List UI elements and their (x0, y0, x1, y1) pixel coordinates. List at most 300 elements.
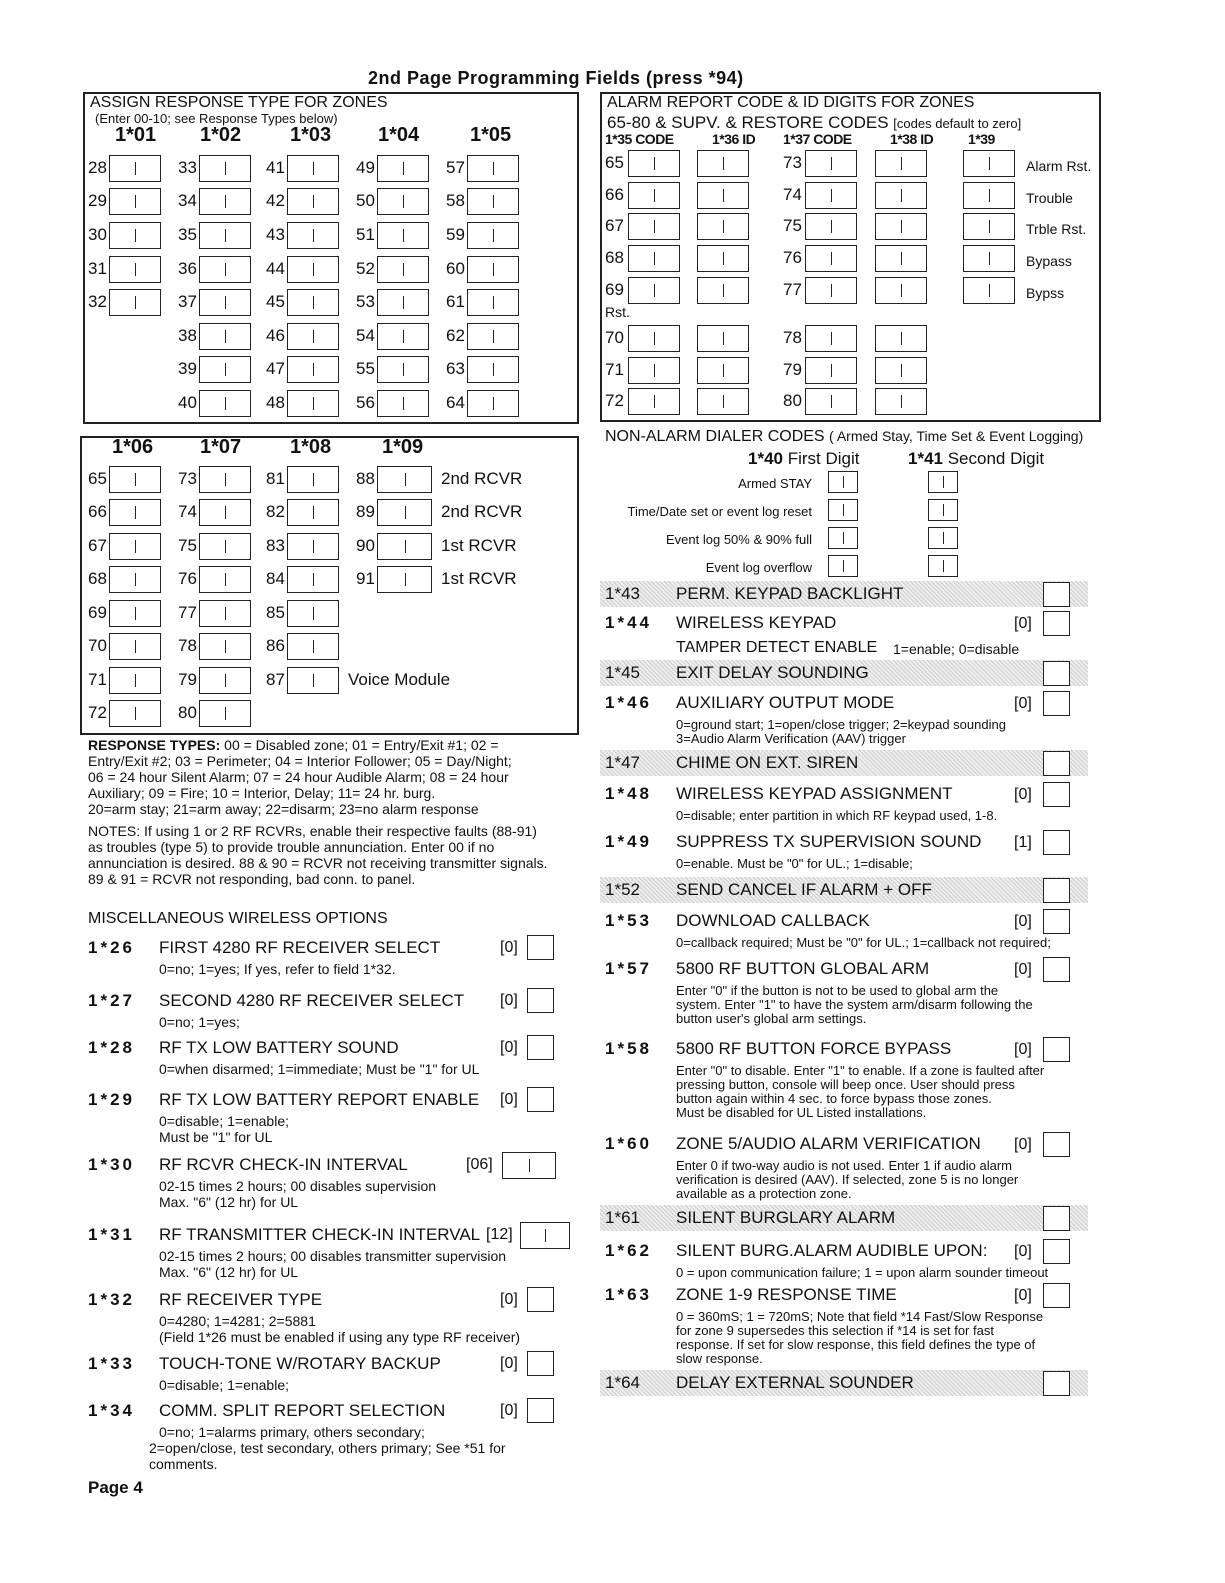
digit-entry-box[interactable] (199, 499, 251, 526)
dialer-row-label: Event log overflow (705, 560, 812, 575)
zone-number: 77 (783, 280, 802, 299)
digit-entry-box[interactable] (377, 356, 429, 383)
digit-entry-box[interactable] (697, 277, 749, 304)
option-entry-box[interactable] (1043, 661, 1070, 686)
zone-number: 77 (178, 603, 197, 622)
zone-number: 42 (266, 191, 285, 210)
option-description: pressing button, console will beep once. User should press (676, 1077, 1015, 1092)
digit-entry-box[interactable] (628, 357, 680, 384)
digit-entry-box[interactable] (963, 277, 1015, 304)
field-number: 1*33 (88, 1354, 135, 1373)
option-name: PERM. KEYPAD BACKLIGHT (676, 584, 904, 603)
digit-entry-box[interactable] (109, 466, 161, 493)
option-name: RF TX LOW BATTERY REPORT ENABLE (159, 1090, 480, 1109)
digit-entry-box[interactable] (287, 155, 339, 182)
option-entry-box[interactable] (1043, 1037, 1070, 1062)
option-name: ZONE 1-9 RESPONSE TIME (676, 1285, 897, 1304)
field-number: 1*28 (88, 1038, 135, 1057)
default-value: [1] (1014, 834, 1032, 851)
option-description: 0=disable; enter partition in which RF keypad used, 1-8. (676, 808, 998, 823)
option-description: button user's global arm settings. (676, 1011, 867, 1026)
digit-entry-box[interactable] (109, 188, 161, 215)
default-value: [0] (1014, 695, 1032, 712)
field-number: 1*46 (605, 693, 652, 712)
digit-entry-box[interactable] (520, 1222, 570, 1249)
digit-entry-box[interactable] (628, 150, 680, 177)
rst-label: Rst. (605, 304, 630, 320)
heading-text: NON-ALARM DIALER CODES (605, 428, 825, 445)
legend-label: RESPONSE TYPES: (88, 737, 221, 753)
option-entry-box[interactable] (1043, 751, 1070, 776)
option-name: WIRELESS KEYPAD ASSIGNMENT (676, 784, 953, 803)
digit-entry-box[interactable] (628, 182, 680, 209)
zone-number: 34 (178, 191, 197, 210)
option-name: SECOND 4280 RF RECEIVER SELECT (159, 991, 465, 1010)
digit-entry-box[interactable] (287, 466, 339, 493)
digit-entry-box[interactable] (377, 323, 429, 350)
option-description: system. Enter "1" to have the system arm/disarm following the (676, 997, 1033, 1012)
digit-entry-box[interactable] (628, 213, 680, 240)
option-description: 0=4280; 1=4281; 2=5881 (159, 1313, 316, 1329)
digit-entry-box[interactable] (377, 188, 429, 215)
option-name: COMM. SPLIT REPORT SELECTION (159, 1401, 446, 1420)
digit-entry-box[interactable] (199, 289, 251, 316)
digit-entry-box[interactable] (109, 667, 161, 694)
zone-number: 58 (446, 191, 465, 210)
zone-number: 73 (178, 469, 197, 488)
zone-number: 89 (356, 502, 375, 521)
digit-entry-box[interactable] (805, 388, 857, 415)
option-entry-box[interactable] (527, 988, 554, 1013)
option-name: SEND CANCEL IF ALARM + OFF (676, 880, 932, 899)
digit-entry-box[interactable] (199, 566, 251, 593)
option-description: 0=no; 1=alarms primary, others secondary; (159, 1424, 425, 1440)
notes-line: 89 & 91 = RCVR not responding, bad conn. to panel. (88, 871, 416, 887)
digit-entry-box[interactable] (287, 566, 339, 593)
digit-entry-box[interactable] (109, 155, 161, 182)
zone-number: 43 (266, 225, 285, 244)
option-name: AUXILIARY OUTPUT MODE (676, 693, 895, 712)
heading-note: [codes default to zero] (893, 116, 1022, 131)
digit-entry-box[interactable] (287, 256, 339, 283)
digit-entry-box[interactable] (199, 390, 251, 417)
digit-entry-box[interactable] (928, 527, 958, 549)
field-column-header: 1*09 (382, 436, 424, 458)
heading-text: 65-80 & SUPV. & RESTORE CODES (607, 113, 889, 132)
option-description: 0 = upon communication failure; 1 = upon alarm sounder timeout (676, 1265, 1049, 1280)
zone-number: 72 (88, 703, 107, 722)
zone-number: 86 (266, 636, 285, 655)
zone-number: 33 (178, 158, 197, 177)
digit-entry-box[interactable] (377, 390, 429, 417)
zone-number: 57 (446, 158, 465, 177)
digit-entry-box[interactable] (875, 182, 927, 209)
option-entry-box[interactable] (1043, 1283, 1070, 1308)
option-description: 2=open/close, test secondary, others primary; See *51 for (149, 1440, 506, 1456)
page-title: 2nd Page Programming Fields (press *94) (368, 68, 744, 88)
digit-entry-box[interactable] (109, 256, 161, 283)
digit-entry-box[interactable] (805, 245, 857, 272)
field-number: 1*63 (605, 1285, 652, 1304)
digit-entry-box[interactable] (963, 150, 1015, 177)
digit-entry-box[interactable] (287, 222, 339, 249)
zone-number: 72 (605, 391, 624, 410)
zone-number: 46 (266, 326, 285, 345)
legend-line: 06 = 24 hour Silent Alarm; 07 = 24 hour Audible Alarm; 08 = 24 hour (88, 769, 509, 785)
digit-entry-box[interactable] (109, 222, 161, 249)
digit-entry-box[interactable] (287, 356, 339, 383)
field-column-header: 1*02 (200, 124, 242, 146)
notes-line: NOTES: If using 1 or 2 RF RCVRs, enable their respective faults (88-91) (88, 823, 537, 839)
digit-entry-box[interactable] (377, 222, 429, 249)
zone-number: 87 (266, 670, 285, 689)
digit-entry-box[interactable] (467, 390, 519, 417)
option-name: SUPPRESS TX SUPERVISION SOUND (676, 832, 982, 851)
zone-number: 51 (356, 225, 375, 244)
digit-entry-box[interactable] (199, 667, 251, 694)
digit-entry-box[interactable] (805, 150, 857, 177)
option-description: verification is desired (AAV). If selected, zone 5 is no longer (676, 1172, 1019, 1187)
digit-entry-box[interactable] (109, 289, 161, 316)
dialer-first-digit-header (748, 449, 860, 469)
field-number: 1*61 (605, 1208, 640, 1227)
digit-entry-box[interactable] (377, 466, 432, 493)
digit-entry-box[interactable] (287, 667, 339, 694)
sub-option-note: 1=enable; 0=disable (893, 641, 1020, 657)
option-entry-box[interactable] (1043, 1132, 1070, 1157)
misc-heading: MISCELLANEOUS WIRELESS OPTIONS (88, 910, 388, 927)
digit-entry-box[interactable] (628, 325, 680, 352)
field-number: 1*49 (605, 832, 652, 851)
field-number: 1*34 (88, 1401, 135, 1420)
digit-entry-box[interactable] (377, 155, 429, 182)
field-number: 1*27 (88, 991, 135, 1010)
option-description: Max. "6" (12 hr) for UL (159, 1194, 299, 1210)
option-entry-box[interactable] (1043, 691, 1070, 716)
option-entry-box[interactable] (527, 1351, 554, 1376)
default-value: [0] (1014, 913, 1032, 930)
digit-entry-box[interactable] (875, 213, 927, 240)
restore-code-label: Trble Rst. (1026, 221, 1087, 237)
digit-entry-box[interactable] (628, 277, 680, 304)
zone-number: 80 (178, 703, 197, 722)
digit-entry-box[interactable] (928, 499, 958, 521)
field-number: 1*57 (605, 959, 652, 978)
digit-entry-box[interactable] (828, 471, 858, 493)
zone-number: 31 (88, 259, 107, 278)
option-entry-box[interactable] (1043, 1206, 1070, 1231)
zone-number: 69 (88, 603, 107, 622)
digit-entry-box[interactable] (828, 555, 858, 577)
option-entry-box[interactable] (1043, 782, 1070, 807)
zone-number: 30 (88, 225, 107, 244)
digit-entry-box[interactable] (377, 566, 432, 593)
default-value: [0] (1014, 1136, 1032, 1153)
sub-option-name: TAMPER DETECT ENABLE (676, 639, 878, 656)
digit-entry-box[interactable] (697, 182, 749, 209)
digit-entry-box[interactable] (928, 555, 958, 577)
option-description: Must be "1" for UL (159, 1129, 273, 1145)
digit-entry-box[interactable] (628, 388, 680, 415)
zone-note: 2nd RCVR (441, 502, 523, 521)
digit-entry-box[interactable] (199, 600, 251, 627)
option-name: ZONE 5/AUDIO ALARM VERIFICATION (676, 1134, 981, 1153)
digit-entry-box[interactable] (467, 356, 519, 383)
digit-entry-box[interactable] (109, 566, 161, 593)
option-name: 5800 RF BUTTON FORCE BYPASS (676, 1039, 952, 1058)
default-value: [0] (500, 1402, 518, 1419)
notes-line: as troubles (type 5) to provide trouble annunciation. Enter 00 if no (88, 839, 495, 855)
digit-entry-box[interactable] (199, 466, 251, 493)
digit-entry-box[interactable] (467, 155, 519, 182)
option-entry-box[interactable] (527, 1035, 554, 1060)
zone-number: 69 (605, 280, 624, 299)
digit-entry-box[interactable] (199, 533, 251, 560)
digit-entry-box[interactable] (377, 289, 429, 316)
zone-number: 60 (446, 259, 465, 278)
zone-number: 65 (88, 469, 107, 488)
digit-entry-box[interactable] (697, 213, 749, 240)
heading-note: ( Armed Stay, Time Set & Event Logging) (829, 428, 1084, 444)
digit-entry-box[interactable] (199, 356, 251, 383)
zone-number: 47 (266, 359, 285, 378)
field-number: 1*52 (605, 880, 640, 899)
option-description: 0=disable; 1=enable; (159, 1377, 289, 1393)
zone-number: 82 (266, 502, 285, 521)
option-description: 0=ground start; 1=open/close trigger; 2=keypad sounding (676, 717, 1006, 732)
field-column-header: 1*01 (115, 124, 157, 146)
zone-number: 74 (783, 185, 802, 204)
zone-number: 75 (178, 536, 197, 555)
option-entry-box[interactable] (1043, 830, 1070, 855)
option-description: button again within 4 sec. to force bypass those zones. (676, 1091, 992, 1106)
default-value: [0] (1014, 615, 1032, 632)
digit-entry-box[interactable] (875, 357, 927, 384)
digit-entry-box[interactable] (805, 182, 857, 209)
field-number: 1*53 (605, 911, 652, 930)
digit-entry-box[interactable] (199, 222, 251, 249)
option-description: 3=Audio Alarm Verification (AAV) trigger (676, 731, 906, 746)
zone-number: 39 (178, 359, 197, 378)
zone-number: 78 (783, 328, 802, 347)
option-entry-box[interactable] (527, 935, 554, 960)
digit-entry-box[interactable] (805, 357, 857, 384)
digit-entry-box[interactable] (875, 325, 927, 352)
option-entry-box[interactable] (1043, 957, 1070, 982)
digit-entry-box[interactable] (963, 213, 1015, 240)
dialer-row-label: Time/Date set or event log reset (627, 504, 812, 519)
digit-entry-box[interactable] (287, 188, 339, 215)
option-name: RF RECEIVER TYPE (159, 1290, 323, 1309)
digit-entry-box[interactable] (109, 533, 161, 560)
response-types-legend (88, 737, 548, 887)
digit-entry-box[interactable] (287, 600, 339, 627)
zone-number: 66 (88, 502, 107, 521)
option-description: Max. "6" (12 hr) for UL (159, 1264, 299, 1280)
digit-entry-box[interactable] (109, 499, 161, 526)
digit-entry-box[interactable] (875, 150, 927, 177)
option-name: CHIME ON EXT. SIREN (676, 753, 859, 772)
default-value: [0] (1014, 1243, 1032, 1260)
report-column-header: 1*39 (968, 131, 995, 147)
option-name: WIRELESS KEYPAD (676, 613, 837, 632)
digit-entry-box[interactable] (199, 155, 251, 182)
digit-entry-box[interactable] (467, 289, 519, 316)
box-heading: ALARM REPORT CODE & ID DIGITS FOR ZONES (607, 94, 975, 111)
digit-entry-box[interactable] (875, 388, 927, 415)
digit-entry-box[interactable] (805, 277, 857, 304)
field-number: 1*31 (88, 1225, 135, 1244)
digit-entry-box[interactable] (199, 256, 251, 283)
digit-entry-box[interactable] (697, 325, 749, 352)
digit-entry-box[interactable] (628, 245, 680, 272)
page-number: Page 4 (88, 1478, 143, 1497)
digit-entry-box[interactable] (199, 188, 251, 215)
field-column-header: 1*08 (290, 436, 332, 458)
field-number: 1*26 (88, 938, 135, 957)
digit-entry-box[interactable] (697, 388, 749, 415)
field-number: 1*43 (605, 584, 640, 603)
digit-entry-box[interactable] (199, 323, 251, 350)
zone-number: 70 (88, 636, 107, 655)
digit-entry-box[interactable] (109, 600, 161, 627)
option-description: Must be disabled for UL Listed installations. (676, 1105, 927, 1120)
digit-entry-box[interactable] (377, 499, 432, 526)
zone-number: 54 (356, 326, 375, 345)
field-number: 1*45 (605, 663, 640, 682)
option-description: Enter "0" to disable. Enter "1" to enable. If a zone is faulted after (676, 1063, 1045, 1078)
option-name: SILENT BURGLARY ALARM (676, 1208, 896, 1227)
option-description: 0=no; 1=yes; If yes, refer to field 1*32. (159, 961, 396, 977)
digit-entry-box[interactable] (875, 245, 927, 272)
zone-number: 91 (356, 569, 375, 588)
option-description: 0=when disarmed; 1=immediate; Must be "1" for UL (159, 1061, 480, 1077)
digit-entry-box[interactable] (199, 633, 251, 660)
option-entry-box[interactable] (1043, 611, 1070, 636)
restore-code-label: Bypss (1026, 285, 1065, 301)
zone-number: 52 (356, 259, 375, 278)
option-description: 02-15 times 2 hours; 00 disables supervision (159, 1178, 437, 1194)
option-description: (Field 1*26 must be enabled if using any type RF receiver) (159, 1329, 521, 1345)
option-name: FIRST 4280 RF RECEIVER SELECT (159, 938, 441, 957)
zone-number: 66 (605, 185, 624, 204)
digit-entry-box[interactable] (467, 256, 519, 283)
digit-entry-box[interactable] (875, 277, 927, 304)
option-entry-box[interactable] (1043, 582, 1070, 607)
digit-entry-box[interactable] (502, 1152, 556, 1179)
zone-number: 71 (88, 670, 107, 689)
digit-entry-box[interactable] (109, 700, 161, 727)
option-description: for zone 9 supersedes this selection if *14 is set for fast (676, 1323, 994, 1338)
zone-number: 90 (356, 536, 375, 555)
option-entry-box[interactable] (527, 1398, 554, 1423)
digit-entry-box[interactable] (697, 150, 749, 177)
zone-number: 62 (446, 326, 465, 345)
option-description: response. If set for slow response, this field defines the type of (676, 1337, 1036, 1352)
zone-number: 78 (178, 636, 197, 655)
digit-entry-box[interactable] (287, 633, 339, 660)
option-entry-box[interactable] (1043, 1239, 1070, 1264)
option-entry-box[interactable] (1043, 909, 1070, 934)
digit-entry-box[interactable] (467, 222, 519, 249)
legend-text: 00 = Disabled zone; 01 = Entry/Exit #1; 02 = (220, 737, 499, 753)
dialer-row-label: Armed STAY (738, 476, 812, 491)
digit-entry-box[interactable] (805, 325, 857, 352)
option-entry-box[interactable] (1043, 1371, 1070, 1396)
digit-entry-box[interactable] (287, 390, 339, 417)
zone-number: 67 (88, 536, 107, 555)
zone-number: 71 (605, 360, 624, 379)
default-value: [0] (500, 992, 518, 1009)
option-entry-box[interactable] (527, 1287, 554, 1312)
option-name: EXIT DELAY SOUNDING (676, 663, 869, 682)
zone-number: 38 (178, 326, 197, 345)
zone-number: 45 (266, 292, 285, 311)
digit-entry-box[interactable] (928, 471, 958, 493)
dialer-second-digit-header (908, 449, 1044, 469)
field-column-header: 1*06 (112, 436, 154, 458)
zone-number: 40 (178, 393, 197, 412)
digit-entry-box[interactable] (805, 213, 857, 240)
zone-number: 84 (266, 569, 285, 588)
digit-entry-box[interactable] (963, 245, 1015, 272)
digit-entry-box[interactable] (467, 323, 519, 350)
option-description: 0=disable; 1=enable; (159, 1113, 289, 1129)
digit-entry-box[interactable] (828, 499, 858, 521)
digit-entry-box[interactable] (377, 533, 432, 560)
option-entry-box[interactable] (527, 1087, 554, 1112)
zone-number: 79 (178, 670, 197, 689)
restore-code-label: Alarm Rst. (1026, 158, 1092, 174)
field-number: 1*58 (605, 1039, 652, 1058)
restore-code-label: Trouble (1026, 190, 1073, 206)
option-name: SILENT BURG.ALARM AUDIBLE UPON: (676, 1241, 988, 1260)
digit-entry-box[interactable] (287, 499, 339, 526)
digit-entry-box[interactable] (287, 323, 339, 350)
zone-number: 67 (605, 216, 624, 235)
digit-entry-box[interactable] (377, 256, 429, 283)
digit-entry-box[interactable] (199, 700, 251, 727)
zone-number: 37 (178, 292, 197, 311)
zone-number: 36 (178, 259, 197, 278)
digit-entry-box[interactable] (828, 527, 858, 549)
option-description: 0=no; 1=yes; (159, 1014, 240, 1030)
field-number: 1*40 (748, 449, 783, 468)
field-number: 1*47 (605, 753, 640, 772)
digit-entry-box[interactable] (963, 182, 1015, 209)
digit-entry-box[interactable] (467, 188, 519, 215)
field-label: First Digit (787, 449, 860, 468)
zone-number: 68 (605, 248, 624, 267)
option-description: available as a protection zone. (676, 1186, 852, 1201)
default-value: [12] (486, 1226, 513, 1243)
zone-number: 29 (88, 191, 107, 210)
field-number: 1*64 (605, 1373, 640, 1392)
default-value: [0] (500, 1091, 518, 1108)
digit-entry-box[interactable] (287, 533, 339, 560)
digit-entry-box[interactable] (697, 357, 749, 384)
zone-number: 49 (356, 158, 375, 177)
field-number: 1*60 (605, 1134, 652, 1153)
option-name: RF TX LOW BATTERY SOUND (159, 1038, 399, 1057)
digit-entry-box[interactable] (287, 289, 339, 316)
digit-entry-box[interactable] (697, 245, 749, 272)
zone-number: 80 (783, 391, 802, 410)
report-column-header: 1*38 ID (890, 131, 934, 147)
digit-entry-box[interactable] (109, 633, 161, 660)
option-entry-box[interactable] (1043, 878, 1070, 903)
zone-number: 63 (446, 359, 465, 378)
